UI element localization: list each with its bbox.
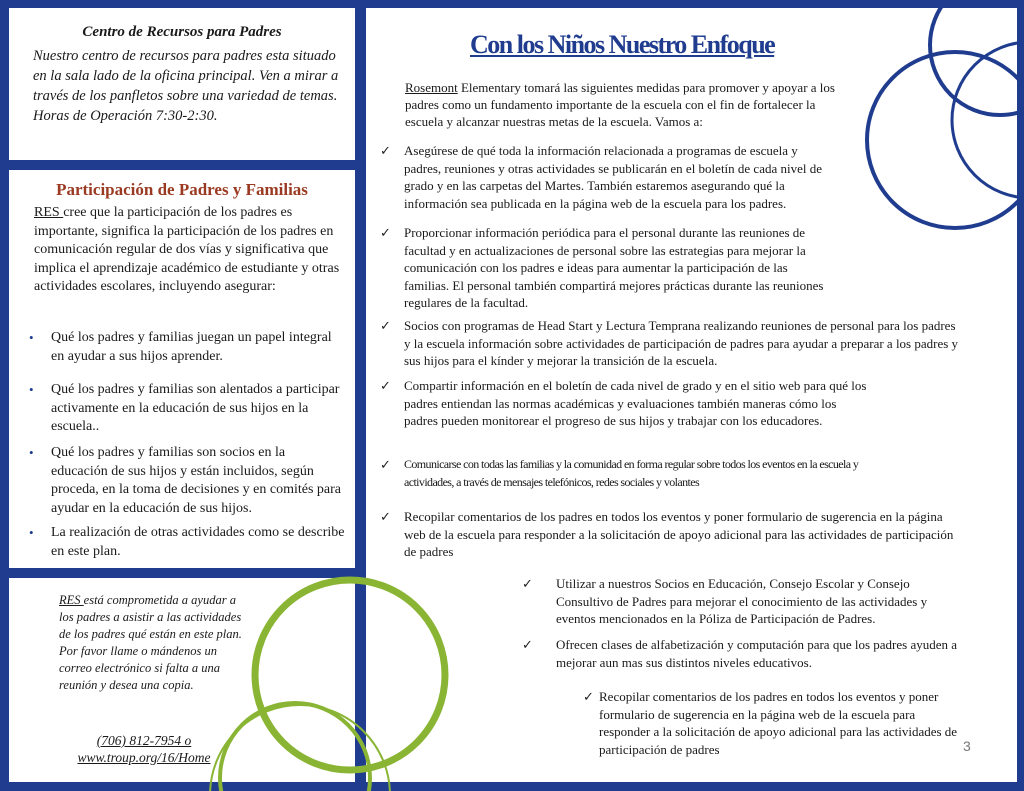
- bullet-icon: •: [29, 525, 34, 540]
- page-number: 3: [963, 738, 971, 754]
- phone-link[interactable]: (706) 812-7954 o: [96, 733, 192, 748]
- resource-center-text: Nuestro centro de recursos para padres esta situado en la sala lado de la oficina principal. Ven a mirar a través de los panfletos sobre una variedad de temas.: [33, 48, 339, 104]
- checkmark-icon: ✓: [380, 509, 391, 524]
- list-item: [380, 142, 830, 212]
- resource-center-panel: [9, 8, 355, 160]
- school-name: Rosemont: [405, 80, 458, 95]
- checkmark-icon: ✓: [380, 143, 391, 158]
- commitment-abbr: RES: [59, 593, 84, 607]
- list-item-text: Comunicarse con todas las familias y la comunidad en forma regular sobre todos los eventos en la escuela y actividades, a través de mensajes telefónicos, redes sociales y volantes: [404, 457, 859, 489]
- frame-divider-vertical: [355, 0, 366, 791]
- participation-intro-text: cree que la participación de los padres es importante, significa la participación de los padres en comunicación regular de dos vías y significativa que implica el aprendizaje académico de estudiante y otras actividades escolares, incluyendo asegurar:: [34, 205, 340, 294]
- commitment-body: está comprometida a ayudar a los padres a asistir a las actividades de los padres qué están en este plan. Por favor llame o mándenos un correo electrónico si falta a una reunión y desea una copia.: [59, 593, 242, 692]
- list-item-text: Proporcionar información periódica para el personal durante las reuniones de facultad y en actualizaciones de personal sobre las estrategias para mejorar la comunicación con los padres e ideas para aumentar la participación de las familias. El personal también compartirá mejores prácticas durante las reuniones regulares de la facultad.: [404, 225, 824, 310]
- list-item: [380, 224, 830, 312]
- bullet-text: Qué los padres y familias son socios en la educación de sus hijos y están incluidos, según proceda, en la toma de decisiones y en comités para ayudar en la educación de sus hijos.: [51, 445, 341, 516]
- participation-bullet: [29, 444, 345, 518]
- resource-center-hours: Horas de Operación 7:30-2:30.: [33, 108, 218, 124]
- frame-divider-2: [0, 568, 366, 578]
- list-item-text: Asegúrese de qué toda la información relacionada a programas de escuela y padres, reuniones y otras actividades se publicarán en el boletín de cada nivel de grado y en las carpetas del Martes. También estaremos asegurando qué la información sea publicada en la página web de la escuela para los padres.: [404, 143, 823, 211]
- checkmark-icon: ✓: [522, 576, 533, 591]
- page-title: Con los Niños Nuestro Enfoque: [470, 30, 775, 59]
- participation-title: Participación de Padres y Familias: [56, 180, 308, 199]
- participation-bullet: [29, 329, 345, 366]
- bullet-text: Qué los padres y familias juegan un papel integral en ayudar a sus hijos aprender.: [51, 330, 332, 364]
- bullet-text: Qué los padres y familias son alentados a participar activamente en la educación de sus hijos en la escuela..: [51, 382, 340, 434]
- participation-bullet: [29, 524, 345, 561]
- commitment-panel: [9, 578, 355, 782]
- main-intro-text: Elementary tomará las siguientes medidas para promover y apoyar a los padres como un fundamento importante de la escuela con el fin de fortalecer la escuela y alcanzar nuestras metas de la escuela. Vamos a:: [405, 80, 835, 129]
- checkmark-icon: ✓: [380, 318, 391, 333]
- website-link[interactable]: www.troup.org/16/Home: [77, 750, 211, 765]
- frame-divider-1: [0, 160, 366, 170]
- participation-bullet: [29, 381, 345, 437]
- frame-bottom: [0, 782, 1024, 791]
- main-intro: [405, 79, 845, 130]
- bullet-icon: •: [29, 330, 34, 345]
- blue-circle-1: [867, 52, 1024, 228]
- frame-top: [0, 0, 1024, 8]
- checkmark-icon: ✓: [583, 689, 594, 704]
- blue-circle-2: [930, 0, 1024, 115]
- list-item: [380, 456, 880, 491]
- bullet-icon: •: [29, 382, 34, 397]
- list-item: [380, 317, 960, 370]
- checkmark-icon: ✓: [522, 637, 533, 652]
- checkmark-icon: ✓: [380, 378, 391, 393]
- blue-circle-3: [952, 42, 1024, 198]
- list-item-text: Utilizar a nuestros Socios en Educación, Consejo Escolar y Consejo Consultivo de Padres para mejorar el conocimiento de las actividades y eventos mencionados en la Póliza de Participación de Padres.: [556, 576, 928, 626]
- list-item: [583, 688, 958, 758]
- checkmark-icon: ✓: [380, 457, 391, 472]
- list-item-text: Socios con programas de Head Start y Lectura Temprana realizando reuniones de personal para los padres y la escuela información sobre actividades de participación de padres para ayudar a preparar a los padres y sus hijos para el kínder y mejorar la transición de la escuela.: [404, 318, 959, 368]
- list-item-text: Recopilar comentarios de los padres en todos los eventos y poner formulario de sugerencia en la página web de la escuela para responder a la solicitación de apoyo adicional para las actividades de participación de padres: [404, 509, 954, 559]
- list-item-text: Compartir información en el boletín de cada nivel de grado y en el sitio web para qué los padres entiendan las normas académicas y evaluaciones también maneras cómo los padres pueden monitorear el progreso de sus hijos y trabajar con los educadores.: [404, 378, 867, 428]
- list-item: [522, 636, 962, 671]
- list-item: [380, 377, 870, 430]
- checkmark-icon: ✓: [380, 225, 391, 240]
- contact-info: [39, 732, 249, 766]
- list-item-text: Ofrecen clases de alfabetización y computación para que los padres ayuden a mejorar aun mas sus distintos niveles educativos.: [556, 637, 958, 670]
- list-item: [380, 508, 960, 561]
- bullet-icon: •: [29, 445, 34, 460]
- frame-right: [1017, 0, 1024, 791]
- list-item: [522, 575, 962, 628]
- resource-center-body: [33, 46, 345, 126]
- participation-intro: [34, 204, 343, 297]
- res-abbr: RES: [34, 205, 64, 220]
- bullet-text: La realización de otras actividades como se describe en este plan.: [51, 525, 345, 559]
- commitment-text: [59, 592, 249, 694]
- list-item-text: Recopilar comentarios de los padres en todos los eventos y poner formulario de sugerencia en la página web de la escuela para responder a la solicitación de apoyo adicional para las actividades de participación de padres: [599, 689, 958, 757]
- participation-panel: [9, 170, 355, 568]
- frame-left: [0, 0, 9, 791]
- resource-center-title: Centro de Recursos para Padres: [82, 24, 282, 40]
